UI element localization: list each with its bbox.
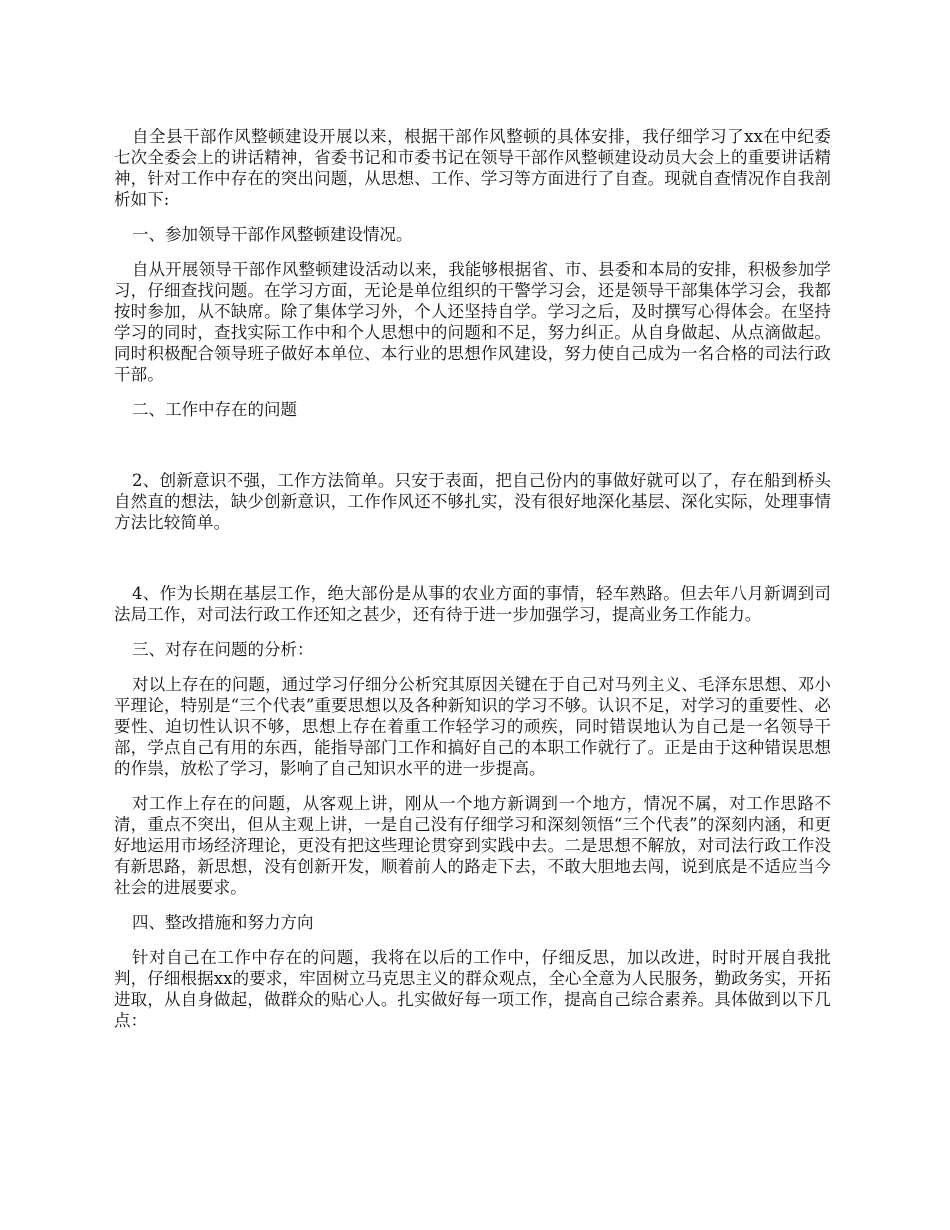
- analysis-paragraph-2: 对工作上存在的问题，从客观上讲，刚从一个地方新调到一个地方，情况不属，对工作思路不清，重点不突出，但从主观上讲，一是自己没有仔细学习和深刻领悟“三个代表”的深刻内涵，和更好地运用市场经济理论，更没有把这些理论贯穿到实践中去。二是思想不解放，对司法行政工作没有新思路，新思想，没有创新开发，顺着前人的路走下去，不敢大胆地去闯，说到底是不适应当今社会的进展要求。: [114, 794, 831, 897]
- problem-item-4: 4、作为长期在基层工作，绝大部份是从事的农业方面的事情，轻车熟路。但去年八月新调到司法局工作，对司法行政工作还知之甚少，还有待于进一步加强学习，提高业务工作能力。: [114, 584, 831, 624]
- blank-gap: [114, 434, 831, 470]
- rectification-paragraph: 针对自己在工作中存在的问题，我将在以后的工作中，仔细反思，加以改进，时时开展自我批判，仔细根据xx的要求，牢固树立马克思主义的群众观点，全心全意为人民服务，勤政务实，开拓进取，从自身做起，做群众的贴心人。扎实做好每一项工作，提高自己综合素养。具体做到以下几点：: [114, 948, 831, 1030]
- document-body: [114, 126, 831, 1045]
- analysis-paragraph-1: 对以上存在的问题，通过学习仔细分公析究其原因关键在于自己对马列主义、毛泽东思想、邓小平理论，特别是“三个代表”重要思想以及各种新知识的学习不够。认识不足，对学习的重要性、必要性、迫切性认识不够，思想上存在着重工作轻学习的顽疾，同时错误地认为自己是一名领导干部，学点自己有用的东西，能指导部门工作和搞好自己的本职工作就行了。正是由于这种错误思想的作祟，放松了学习，影响了自己知识水平的进一步提高。: [114, 675, 831, 778]
- blank-gap: [114, 547, 831, 583]
- section-heading-2: 二、工作中存在的问题: [132, 400, 297, 419]
- section-heading-1: 一、参加领导干部作风整顿建设情况。: [132, 225, 413, 244]
- section-heading-3: 三、对存在问题的分析：: [132, 640, 314, 659]
- intro-paragraph: 自全县干部作风整顿建设开展以来，根据干部作风整顿的具体安排，我仔细学习了xx在中纪委七次全委会上的讲话精神，省委书记和市委书记在领导干部作风整顿建设动员大会上的重要讲话精神，针对工作中存在的突出问题，从思想、工作、学习等方面进行了自查。现就自查情况作自我剖析如下:: [114, 127, 831, 209]
- section-heading-4: 四、整改措施和努力方向: [132, 913, 314, 932]
- section-1-paragraph: 自从开展领导干部作风整顿建设活动以来，我能够根据省、市、县委和本局的安排，积极参加学习，仔细查找问题。在学习方面，无论是单位组织的干警学习会，还是领导干部集体学习会，我都按时参加，从不缺席。除了集体学习外，个人还坚持自学。学习之后，及时撰写心得体会。在坚持学习的同时，查找实际工作中和个人思想中的问题和不足，努力纠正。从自身做起、从点滴做起。同时积极配合领导班子做好本单位、本行业的思想作风建设，努力使自己成为一名合格的司法行政干部。: [114, 260, 831, 384]
- problem-item-2: 2、创新意识不强，工作方法简单。只安于表面，把自己份内的事做好就可以了，存在船到桥头自然直的想法，缺少创新意识，工作作风还不够扎实，没有很好地深化基层、深化实际，处理事情方法比较简单。: [114, 471, 831, 532]
